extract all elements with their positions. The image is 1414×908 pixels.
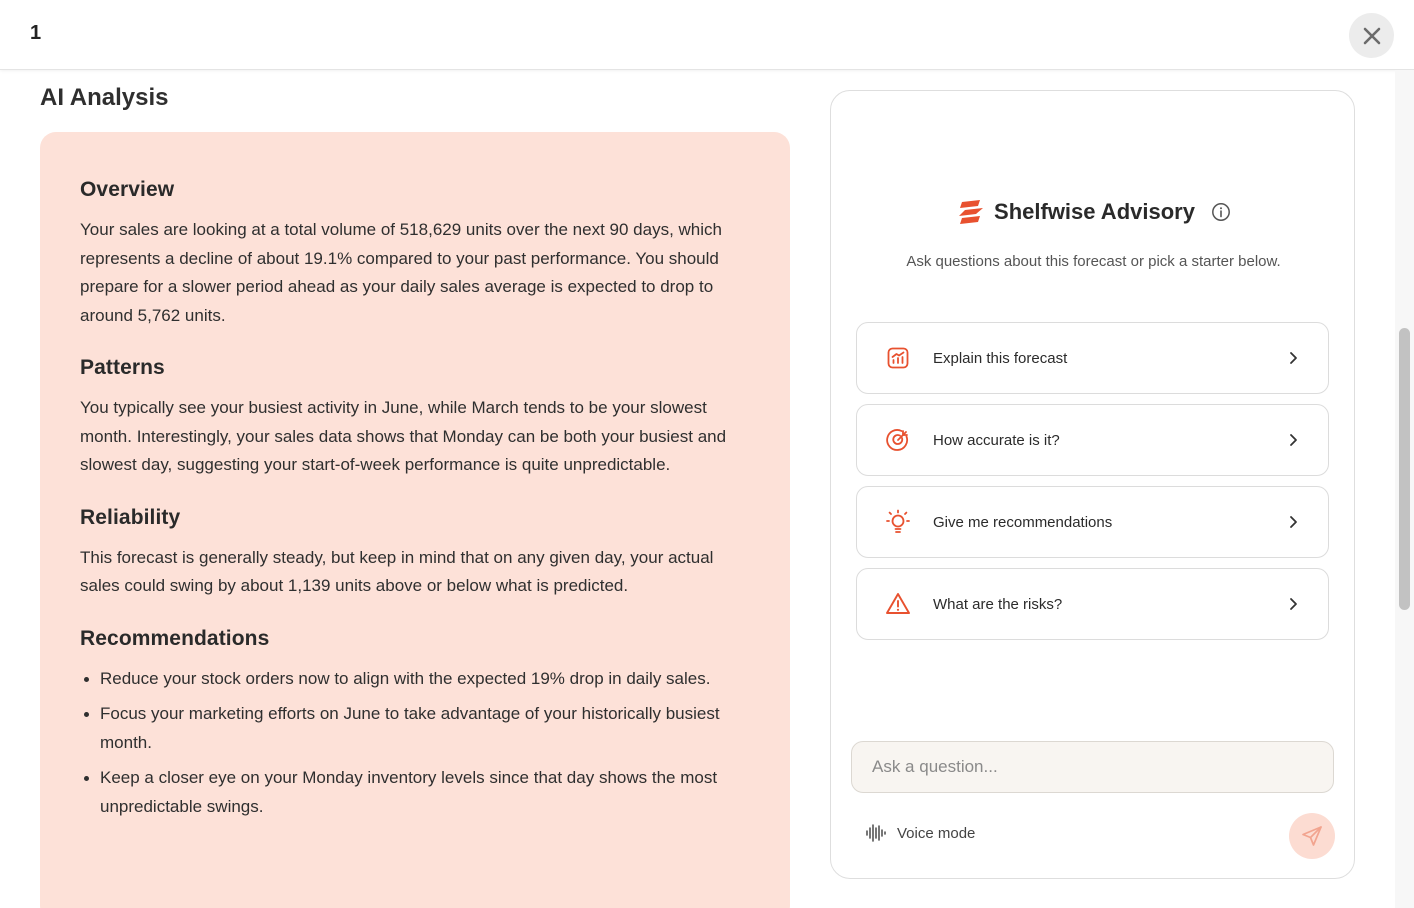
- voice-mode-label: Voice mode: [897, 824, 976, 842]
- target-icon: [885, 427, 911, 453]
- starter-explain-forecast[interactable]: [856, 322, 1329, 394]
- close-button[interactable]: [1349, 13, 1394, 58]
- starter-risks[interactable]: [856, 568, 1329, 640]
- starter-label: Give me recommendations: [933, 513, 1113, 531]
- recommendation-item: Keep a closer eye on your Monday inventory levels since that day shows the most unpredictable swings.: [80, 764, 740, 821]
- starter-how-accurate[interactable]: [856, 404, 1329, 476]
- advisory-title: Shelfwise Advisory: [994, 199, 1195, 224]
- send-button[interactable]: [1289, 813, 1335, 859]
- shelfwise-logo-icon: [956, 197, 986, 227]
- ask-question-input[interactable]: [851, 741, 1334, 793]
- reliability-heading: Reliability: [80, 505, 181, 529]
- advisory-header: [831, 197, 1356, 227]
- overview-heading: Overview: [80, 178, 175, 201]
- overview-text: Your sales are looking at a total volume of 518,629 units over the next 90 days, which represents a decline of about 19.1% compared to your past performance. You should prepare for a slower period ahead as your daily sales average is expected to drop to around 5,762 units.: [80, 220, 722, 325]
- top-bar: [0, 0, 1414, 70]
- page-title: 1: [30, 22, 42, 44]
- chevron-right-icon: [1286, 515, 1300, 529]
- voice-mode-button[interactable]: [865, 823, 975, 843]
- reliability-text: This forecast is generally steady, but keep in mind that on any given day, your actual sales could swing by about 1,139 units above or below what is predicted.: [80, 547, 714, 595]
- analysis-card: [40, 132, 790, 908]
- patterns-text: You typically see your busiest activity in June, while March tends to be your slowest month. Interestingly, your sales data shows that Monday can be both your busiest and slowest day, suggesting your start-of-week performance is quite unpredictable.: [80, 398, 727, 474]
- waveform-icon: [865, 823, 887, 843]
- starter-label: Explain this forecast: [933, 349, 1068, 367]
- starter-label: What are the risks?: [933, 595, 1063, 613]
- section-heading: AI Analysis: [40, 84, 169, 111]
- recommendation-item: Reduce your stock orders now to align with the expected 19% drop in daily sales.: [80, 665, 720, 694]
- recommendation-item: Focus your marketing efforts on June to take advantage of your historically busiest month.: [80, 700, 740, 757]
- chevron-right-icon: [1286, 433, 1300, 447]
- warning-icon: [885, 591, 911, 617]
- advisory-panel: [830, 90, 1355, 879]
- recommendations-heading: Recommendations: [80, 626, 270, 650]
- lightbulb-icon: [885, 509, 911, 535]
- recommendations-list: [80, 665, 750, 822]
- send-icon: [1300, 824, 1324, 848]
- scrollbar-thumb[interactable]: [1399, 328, 1410, 610]
- chart-icon: [886, 346, 910, 370]
- advisory-subtitle: Ask questions about this forecast or pick a starter below.: [906, 253, 1281, 270]
- chevron-right-icon: [1286, 597, 1300, 611]
- chevron-right-icon: [1286, 351, 1300, 365]
- starter-label: How accurate is it?: [933, 431, 1060, 449]
- patterns-heading: Patterns: [80, 356, 165, 379]
- close-icon: [1363, 27, 1381, 45]
- starter-recommendations[interactable]: [856, 486, 1329, 558]
- info-icon[interactable]: [1211, 202, 1231, 222]
